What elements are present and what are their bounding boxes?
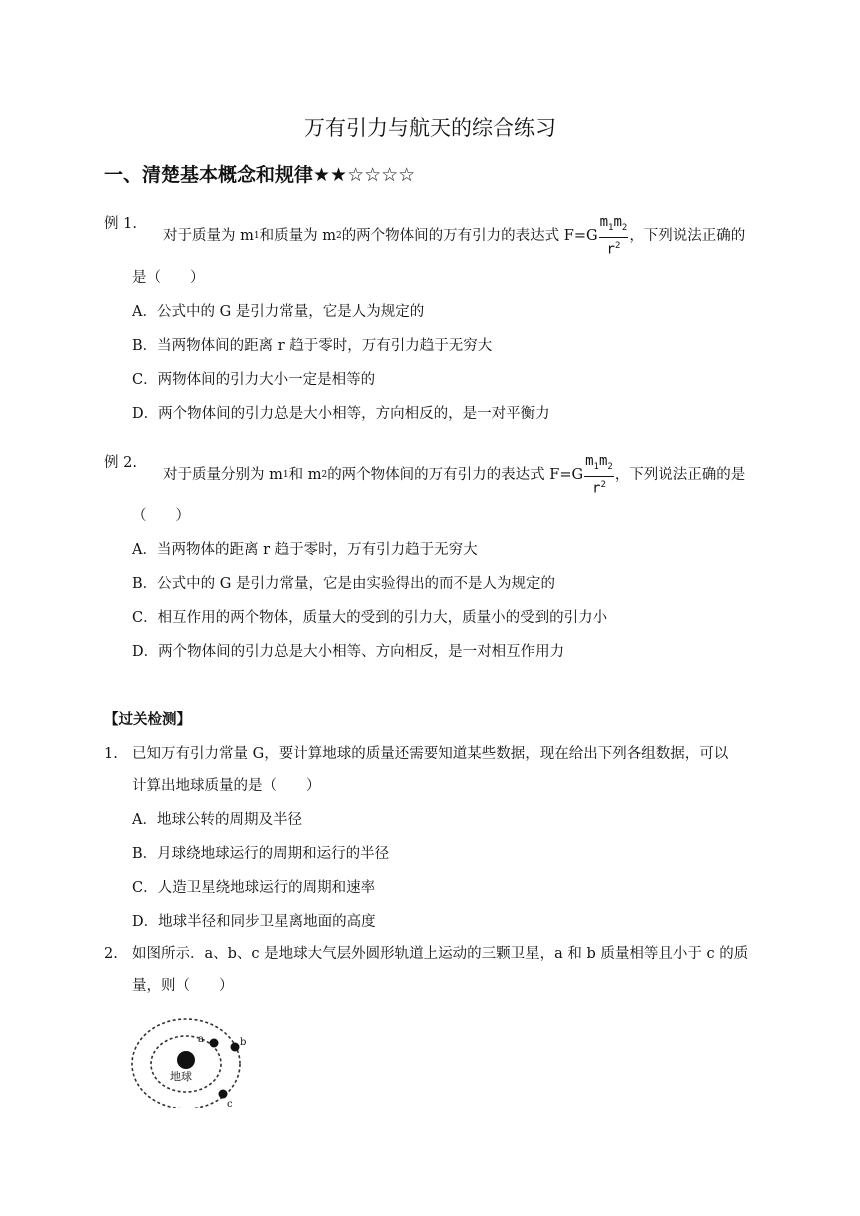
earth-icon [177,1051,195,1069]
subscript-2: 2 [321,470,328,481]
example-1-label: 例 1. [104,216,137,232]
satellite-c-label: c [227,1099,233,1108]
example-2-label: 例 2. [104,455,137,471]
check-heading: 【过关检测】 [104,712,191,728]
question-1-line1: 已知万有引力常量 G，要计算地球的质量还需要知道某些数据，现在给出下列各组数据，可以 [132,746,729,762]
question-2-number: 2. [104,946,118,962]
section-heading: 一、清楚基本概念和规律★★☆☆☆☆ [104,164,416,186]
satellite-c-icon [219,1090,228,1099]
example-1-option-a: A．公式中的 G 是引力常量，它是人为规定的 [132,304,425,320]
satellite-a-icon [210,1039,219,1048]
example-2-stem [163,453,745,497]
subscript-1: 1 [253,231,260,242]
subscript-2: 2 [335,231,342,242]
example-2-text-b: 和 m [288,467,322,484]
question-1-option-a: A．地球公转的周期及半径 [132,812,302,828]
page-title: 万有引力与航天的综合练习 [304,116,556,140]
example-1-option-c: C．两物体间的引力大小一定是相等的 [132,372,376,388]
question-2-line2: 量，则（ ） [132,978,234,994]
satellite-a-label: a [198,1034,204,1045]
gravity-formula: $\frac{m_1m_2}{r^2}$ [585,453,613,497]
example-2-line2: （ ） [132,508,190,524]
satellite-b-icon [231,1043,240,1052]
subscript-1: 1 [282,470,289,481]
example-1-option-d: D．两个物体间的引力总是大小相等，方向相反的，是一对平衡力 [132,406,550,422]
orbit-diagram [128,1008,258,1108]
question-1-number: 1. [104,746,118,762]
example-1-stem [163,214,745,258]
example-2-option-c: C．相互作用的两个物体，质量大的受到的引力大，质量小的受到的引力小 [132,610,608,626]
example-1-text-a: 对于质量为 m [163,228,254,245]
example-1-text-c: 的两个物体间的万有引力的表达式 F=G [341,228,598,245]
question-1-option-d: D．地球半径和同步卫星离地面的高度 [132,914,376,930]
example-1-line2: 是（ ） [132,270,205,286]
example-2-option-b: B．公式中的 G 是引力常量，它是由实验得出的而不是人为规定的 [132,576,555,592]
example-2-text-a: 对于质量分别为 m [163,467,283,484]
example-2-option-d: D．两个物体间的引力总是大小相等、方向相反，是一对相互作用力 [132,644,565,660]
example-2-text-c: 的两个物体间的万有引力的表达式 F=G [327,467,584,484]
example-2-option-a: A．当两物体的距离 r 趋于零时，万有引力趋于无穷大 [132,542,478,558]
example-1-text-b: 和质量为 m [259,228,336,245]
question-2-line1: 如图所示．a、b、c 是地球大气层外圆形轨道上运动的三颗卫星，a 和 b 质量相等且小于 c 的质 [132,946,749,962]
example-1-option-b: B．当两物体间的距离 r 趋于零时，万有引力趋于无穷大 [132,338,493,354]
example-2-text-d: ，下列说法正确的是 [614,467,746,484]
example-1-text-d: ，下列说法正确的 [629,228,746,245]
gravity-formula: $\frac{m_1m_2}{r^2}$ [599,214,628,258]
earth-label: 地球 [170,1070,192,1083]
satellite-b-label: b [240,1037,247,1048]
question-1-line2: 计算出地球质量的是（ ） [132,778,321,794]
question-1-option-b: B．月球绕地球运行的周期和运行的半径 [132,846,390,862]
question-1-option-c: C．人造卫星绕地球运行的周期和速率 [132,880,376,896]
